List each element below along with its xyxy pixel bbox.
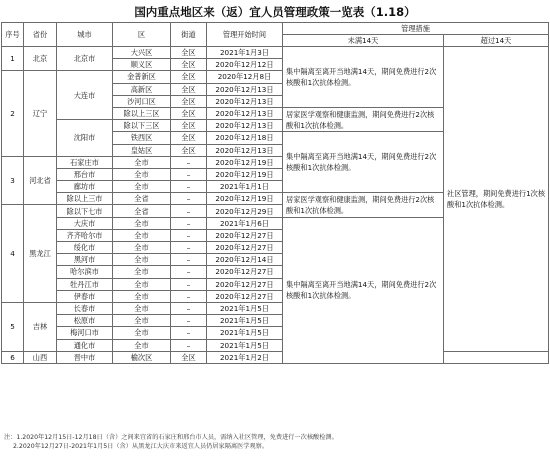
- cell-province: 河北省: [24, 156, 57, 205]
- cell-street: 全区: [171, 95, 207, 107]
- cell-city: 黑河市: [57, 254, 113, 266]
- header-province: 省份: [24, 23, 57, 47]
- cell-seq: 6: [2, 351, 24, 363]
- cell-city: 梅河口市: [57, 327, 113, 339]
- cell-street: –: [171, 315, 207, 327]
- measure-under-14: 集中隔离至离开当地满14天，期间免费进行2次核酸和1次抗体检测。: [283, 47, 444, 108]
- cell-start: 2020年12月19日: [207, 156, 283, 168]
- cell-province: 黑龙江: [24, 205, 57, 303]
- cell-street: –: [171, 266, 207, 278]
- cell-district: 顺义区: [113, 59, 171, 71]
- cell-street: –: [171, 254, 207, 266]
- cell-district: 全市: [113, 290, 171, 302]
- cell-start: 2021年1月5日: [207, 327, 283, 339]
- cell-start: 2021年1月2日: [207, 351, 283, 363]
- cell-city: 沈阳市: [57, 120, 113, 157]
- cell-city: 北京市: [57, 47, 113, 71]
- cell-street: –: [171, 156, 207, 168]
- footnotes: [4, 433, 338, 451]
- cell-district: 全市: [113, 266, 171, 278]
- measure-under-14: 集中隔离至离开当地满14天，期间免费进行2次核酸和1次抗体检测。: [283, 217, 444, 363]
- cell-start: 2021年1月5日: [207, 302, 283, 314]
- cell-street: –: [171, 217, 207, 229]
- cell-district: 榆次区: [113, 351, 171, 363]
- cell-city: 除以上三市: [57, 193, 113, 205]
- cell-street: –: [171, 339, 207, 351]
- cell-city: 石家庄市: [57, 156, 113, 168]
- cell-city: 牡丹江市: [57, 278, 113, 290]
- cell-district: 全市: [113, 315, 171, 327]
- cell-street: 全区: [171, 144, 207, 156]
- measure-over-14: 社区管理，期间免费进行1次核酸和1次抗体检测。: [444, 47, 549, 352]
- cell-seq: 2: [2, 71, 24, 156]
- cell-district: 大兴区: [113, 47, 171, 59]
- cell-start: 2020年12月27日: [207, 290, 283, 302]
- cell-street: 全区: [171, 83, 207, 95]
- cell-street: –: [171, 181, 207, 193]
- cell-start: 2020年12月8日: [207, 71, 283, 83]
- cell-start: 2020年12月18日: [207, 132, 283, 144]
- cell-province: 北京: [24, 47, 57, 71]
- cell-start: 2020年12月27日: [207, 266, 283, 278]
- cell-province: 吉林: [24, 302, 57, 351]
- cell-start: 2020年12月13日: [207, 95, 283, 107]
- cell-district: 全市: [113, 254, 171, 266]
- cell-city: 伊春市: [57, 290, 113, 302]
- cell-district: 皇姑区: [113, 144, 171, 156]
- cell-district: 沙河口区: [113, 95, 171, 107]
- cell-street: 全区: [171, 71, 207, 83]
- header-under-14: 未满14天: [283, 35, 444, 47]
- header-measures: 管理措施: [283, 23, 549, 35]
- cell-province: 山西: [24, 351, 57, 363]
- cell-province: 辽宁: [24, 71, 57, 156]
- cell-start: 2020年12月27日: [207, 229, 283, 241]
- cell-street: –: [171, 205, 207, 217]
- cell-seq: 1: [2, 47, 24, 71]
- cell-district: 全市: [113, 278, 171, 290]
- cell-start: 2020年12月13日: [207, 107, 283, 119]
- cell-city: 邢台市: [57, 168, 113, 180]
- cell-district: 金普新区: [113, 71, 171, 83]
- cell-start: 2020年12月27日: [207, 242, 283, 254]
- cell-district: 全市: [113, 327, 171, 339]
- cell-street: –: [171, 229, 207, 241]
- cell-city: 大连市: [57, 71, 113, 120]
- cell-seq: 5: [2, 302, 24, 351]
- header-over-14: 超过14天: [444, 35, 549, 47]
- cell-district: 全市: [113, 339, 171, 351]
- cell-district: 全市: [113, 229, 171, 241]
- cell-district: 铁西区: [113, 132, 171, 144]
- cell-city: 通化市: [57, 339, 113, 351]
- cell-street: 全区: [171, 107, 207, 119]
- cell-street: –: [171, 302, 207, 314]
- cell-street: 全区: [171, 351, 207, 363]
- cell-district: 全省: [113, 193, 171, 205]
- cell-start: 2020年12月12日: [207, 59, 283, 71]
- header-seq: 序号: [2, 23, 24, 47]
- header-city: 城市: [57, 23, 113, 47]
- measure-under-14: 居家医学观察和健康监测，期间免费进行2次核酸和1次抗体检测。: [283, 193, 444, 217]
- cell-start: 2021年1月3日: [207, 47, 283, 59]
- cell-district: 除以下三区: [113, 120, 171, 132]
- cell-start: 2020年12月13日: [207, 83, 283, 95]
- cell-start: 2020年12月14日: [207, 254, 283, 266]
- cell-city: 齐齐哈尔市: [57, 229, 113, 241]
- footnote-2: 2.2020年12月27日-2021年1月5日（含）从黑龙江大庆市来返宜人员仍居家隔离医学观察。: [13, 443, 269, 450]
- cell-district: 全市: [113, 156, 171, 168]
- cell-city: 哈尔滨市: [57, 266, 113, 278]
- cell-district: 全市: [113, 302, 171, 314]
- cell-start: 2020年12月13日: [207, 120, 283, 132]
- cell-street: 全区: [171, 47, 207, 59]
- cell-district: 全市: [113, 181, 171, 193]
- cell-city: 晋中市: [57, 351, 113, 363]
- measure-under-14: 集中隔离至离开当地满14天，期间免费进行2次核酸和1次抗体检测。: [283, 132, 444, 193]
- cell-start: 2020年12月27日: [207, 278, 283, 290]
- cell-start: 2020年12月29日: [207, 205, 283, 217]
- cell-start: 2021年1月5日: [207, 339, 283, 351]
- cell-street: –: [171, 242, 207, 254]
- cell-street: 全区: [171, 132, 207, 144]
- cell-city: 大庆市: [57, 217, 113, 229]
- cell-district: 全市: [113, 168, 171, 180]
- cell-district: 全市: [113, 242, 171, 254]
- cell-start: 2021年1月5日: [207, 315, 283, 327]
- header-start: 管理开始时间: [207, 23, 283, 47]
- cell-city: 绥化市: [57, 242, 113, 254]
- footnote-1: 注：1.2020年12月15日-12月18日（含）之间来宜省的石家庄和邢台市人员，需纳入社区管理，免费进行一次核酸检测。: [4, 434, 338, 441]
- cell-start: 2020年12月19日: [207, 168, 283, 180]
- cell-city: 松原市: [57, 315, 113, 327]
- cell-city: 长春市: [57, 302, 113, 314]
- cell-district: 除以上三区: [113, 107, 171, 119]
- page-title: 国内重点地区来（返）宜人员管理政策一览表（1.18）: [134, 5, 416, 19]
- policy-table: [1, 22, 549, 364]
- cell-start: 2020年12月13日: [207, 144, 283, 156]
- header-district: 区: [113, 23, 171, 47]
- cell-street: –: [171, 327, 207, 339]
- cell-city: 除以下七市: [57, 205, 113, 217]
- table-row: [2, 351, 549, 363]
- cell-street: –: [171, 278, 207, 290]
- cell-start: 2021年1月1日: [207, 181, 283, 193]
- cell-start: 2021年1月6日: [207, 217, 283, 229]
- cell-street: –: [171, 290, 207, 302]
- cell-street: –: [171, 168, 207, 180]
- cell-seq: 4: [2, 205, 24, 303]
- table-row: [2, 47, 549, 59]
- cell-street: 全区: [171, 120, 207, 132]
- measure-under-14: [444, 351, 549, 363]
- cell-street: –: [171, 193, 207, 205]
- cell-district: 高新区: [113, 83, 171, 95]
- cell-seq: 3: [2, 156, 24, 205]
- cell-district: 全市: [113, 217, 171, 229]
- header-street: 街道: [171, 23, 207, 47]
- cell-start: 2020年12月19日: [207, 193, 283, 205]
- cell-city: 廊坊市: [57, 181, 113, 193]
- measure-under-14: 居家医学观察和健康监测，期间免费进行2次核酸和1次抗体检测。: [283, 107, 444, 131]
- cell-street: 全区: [171, 59, 207, 71]
- cell-district: 全省: [113, 205, 171, 217]
